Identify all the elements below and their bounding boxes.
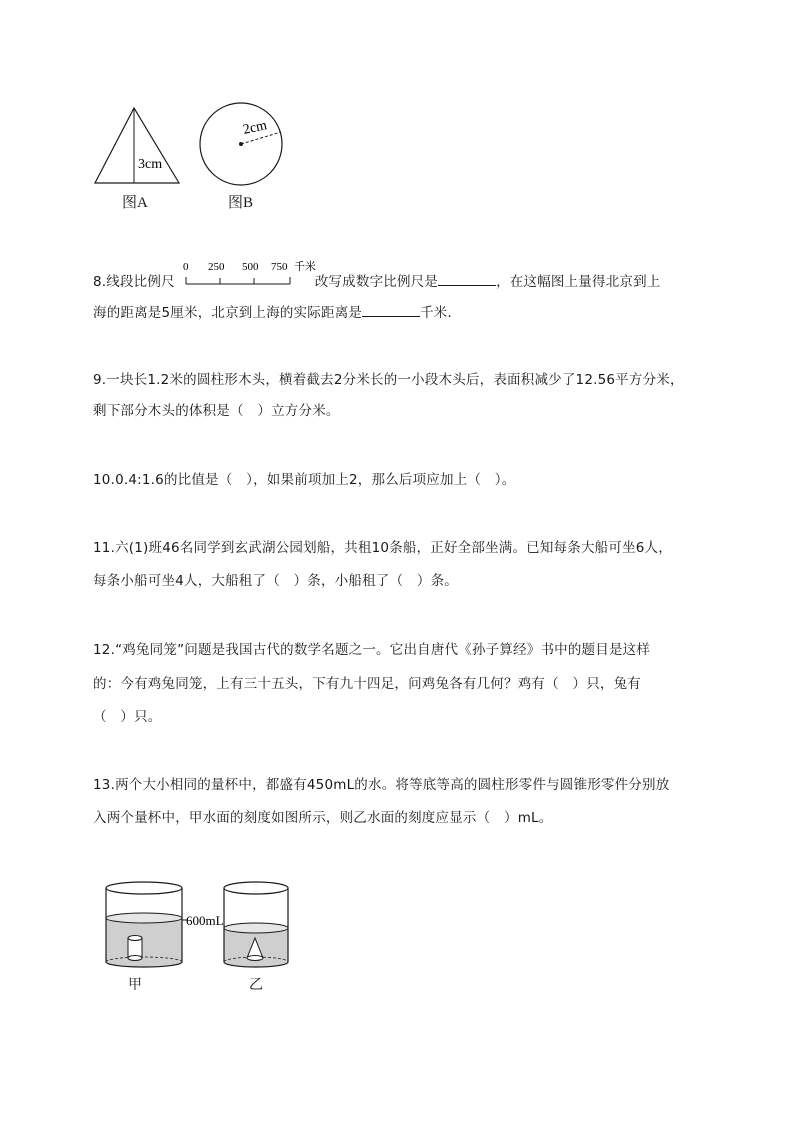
scale-bar-figure [180,258,330,290]
level-label: 600mL [186,913,224,928]
q12-line2: 的：今有鸡兔同笼，上有三十五头，下有九十四足，问鸡兔各有几何？鸡有（ ）只，兔有 [93,676,641,692]
scale-tick-500: 500 [242,261,259,273]
q8-blank-1 [438,271,496,286]
scale-tick-250: 250 [208,261,225,273]
q11-line2: 每条小船可坐4人，大船租了（ ）条，小船租了（ ）条。 [93,573,458,589]
measuring-cups-figure [98,876,298,971]
q9-line1: 9.一块长1.2米的圆柱形木头，横着截去2分米长的一小段木头后，表面积减少了12.56平方分米， [93,372,684,388]
q8-after-blank: ，在这幅图上量得北京到上 [496,274,661,290]
q12-line1: 12.“鸡兔同笼”问题是我国古代的数学名题之一。它出自唐代《孙子算经》书中的题目是这样 [93,642,651,658]
q10-line1: 10.0.4:1.6的比值是（ ），如果前项加上2，那么后项应加上（ ）。 [93,472,516,488]
scale-unit: 千米 [294,261,316,273]
q13-line2: 入两个量杯中，甲水面的刻度如图所示，则乙水面的刻度应显示（ ）mL。 [93,810,553,826]
cup-yi [224,882,288,967]
q13-line1: 13.两个大小相同的量杯中，都盛有450mL的水。将等底等高的圆柱形零件与圆锥形零件分别放 [93,777,670,793]
q8-blank-2 [362,302,420,317]
circle-radius-label: 2cm [241,118,269,138]
figure-triangle [90,104,190,189]
q8-line1 [93,271,661,292]
scale-tick-0: 0 [183,261,189,273]
q8-after-scale: 改写成数字比例尺是 [314,274,439,290]
q11-line1: 11.六(1)班46名同学到玄武湖公园划船，共租10条船，正好全部坐满。已知每条大船可坐6人， [93,540,672,556]
caption-figure-b: 图B [228,195,254,211]
cup-jia [106,882,182,967]
q9-line2: 剩下部分木头的体积是（ ）立方分米。 [93,403,340,419]
q12-line3: （ ）只。 [93,709,162,725]
triangle-height-label: 3cm [138,157,163,172]
figure-circle [197,100,287,190]
caption-yi: 乙 [249,977,263,993]
q8-prefix: 8.线段比例尺 [93,274,175,290]
caption-jia: 甲 [128,977,142,993]
q8-line2 [93,302,461,323]
caption-figure-a: 图A [122,195,148,211]
q8-line2-prefix: 海的距离是5厘米，北京到上海的实际距离是 [93,305,363,321]
scale-tick-750: 750 [271,261,288,273]
q8-line2-suffix: 千米． [420,305,462,321]
